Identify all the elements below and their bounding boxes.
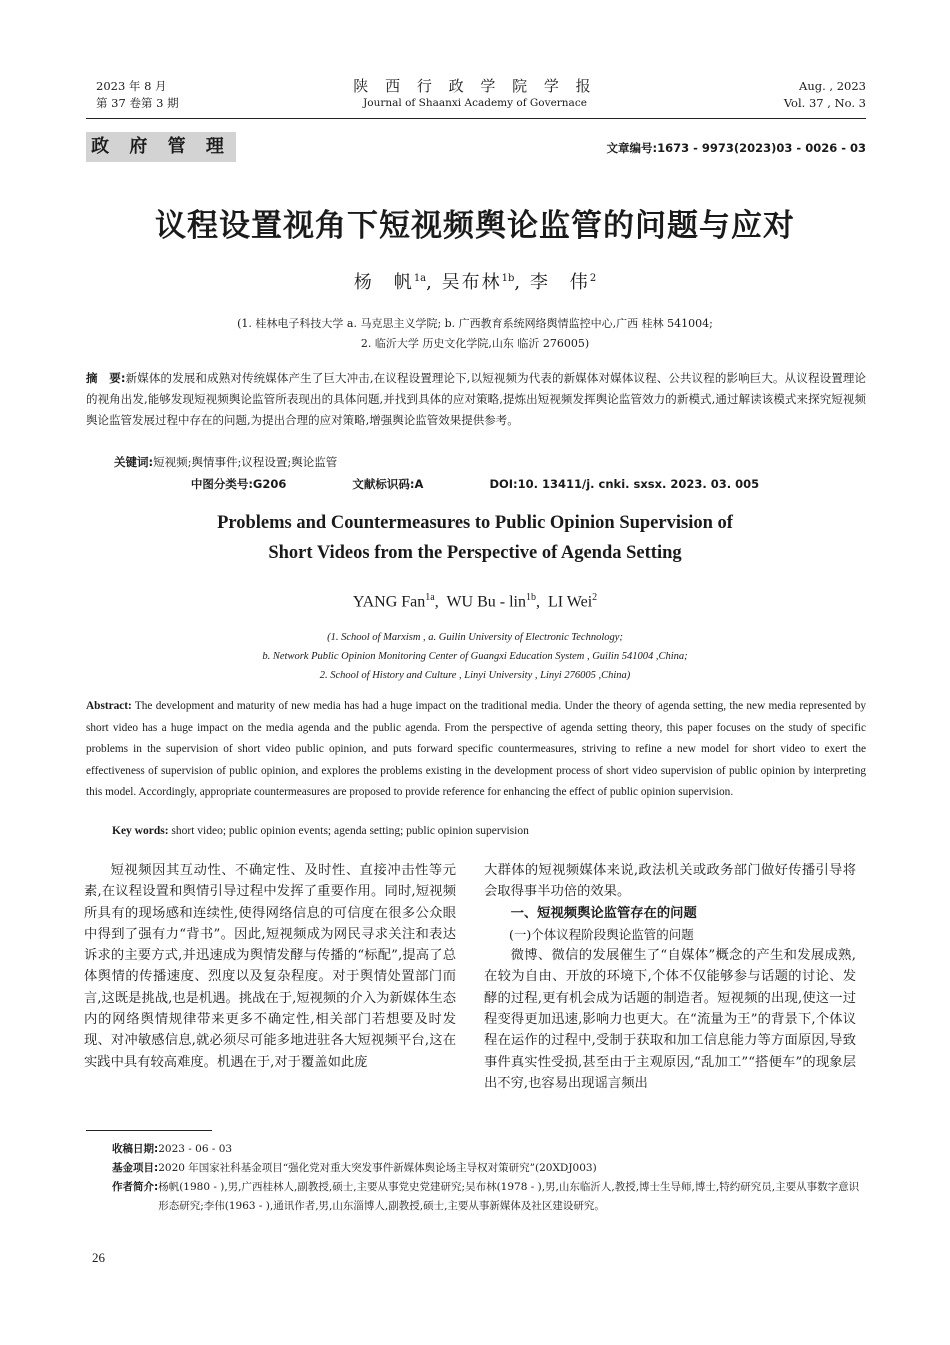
author-name-en: LI Wei: [547, 593, 593, 611]
author-affil-mark: 2: [589, 273, 597, 284]
footnote-text: 2023 - 06 - 03: [158, 1143, 233, 1155]
author-name-en: YANG Fan: [352, 593, 426, 611]
author-affil-mark: 1a: [425, 592, 435, 603]
header-volume-en: Vol. 37 , No. 3: [783, 96, 866, 110]
section-tag: 政 府 管 理: [86, 132, 236, 162]
author-affil-mark: 1a: [413, 273, 427, 284]
body-paragraph: 微博、微信的发展催生了“自媒体”概念的产生和发展成熟,在较为自由、开放的环境下,个体不仅能够参与话题的讨论、发酵的过程,更有机会成为话题的制造者。短视频的出现,使这一过程变得更加迅速,影响力也更大。在“流量为王”的背景下,个体议程在运作的过程中,受制于获取和加工信息能力等方面原因,导致事件真实性受损,甚至由于主观原因,“乱加工”“搭便车”的现象层出不穷,也容易出现谣言频出: [484, 948, 856, 1091]
affiliation-line-en: b. Network Public Opinion Monitoring Center of Guangxi Education System , Guilin 541004 ,China;: [262, 651, 688, 662]
footnote-label: 作者简介:: [112, 1181, 159, 1193]
abstract-en-text: The development and maturity of new media has had a huge impact on the traditional media. Under the theory of agenda setting, the new media represented by short video has a huge impact on the media agenda and the public agenda. From the perspective of agenda setting theory, this paper focuses on the study of specific problems in the supervision of short video public opinion, and puts forward specific countermeasures, striving to refine a new model for short video to exert the effectiveness of supervision of public opinion, and explores the problems existing in the development process of short video supervision of public opinion by interpreting this model. Accordingly, appropriate countermeasures are proposed to provide reference for enhancing the effect of public opinion supervision.: [86, 700, 866, 798]
abstract-cn: [86, 368, 866, 431]
header-divider: [86, 118, 866, 119]
footnotes: [112, 1140, 866, 1216]
footnote-text: 杨帆(1980 - ),男,广西桂林人,副教授,硕士,主要从事党史党建研究;吴布林(1978 - ),男,山东临沂人,教授,博士生导师,博士,特约研究员,主要从事数字意识形态研究;李伟(1963 - ),通讯作者,男,山东淄博人,副教授,硕士,主要从事新媒体及社区建设研究。: [158, 1181, 860, 1212]
authors-cn: 杨 帆$^{1a}$, 吴布林$^{1b}$, 李 伟$^2$: [353, 272, 597, 293]
page-number: 26: [92, 1250, 105, 1265]
footnote-divider: [86, 1130, 212, 1131]
author-affil-mark: 2: [592, 592, 598, 603]
body-column-right: [484, 860, 856, 1094]
header-right: [784, 78, 866, 112]
author-affil-mark: 1b: [525, 592, 536, 603]
title-en-line: Short Videos from the Perspective of Agenda Setting: [268, 543, 682, 563]
keywords-cn-label: 关键词:: [114, 455, 154, 469]
abstract-en: [86, 696, 866, 804]
article-number: 文章编号:1673 - 9973(2023)03 - 0026 - 03: [606, 141, 866, 155]
authors-en: YANG Fan$^{1a}$, WU Bu - lin$^{1b}$, LI Wei$^2$: [352, 592, 598, 611]
doi: DOI:10. 13411/j. cnki. sxsx. 2023. 03. 005: [489, 477, 760, 491]
footnote-funding: [112, 1159, 866, 1178]
footnote-label: 基金项目:: [112, 1162, 159, 1174]
article-title-en: [0, 508, 950, 568]
journal-title-en: Journal of Shaanxi Academy of Governace: [363, 97, 587, 109]
body-paragraph: 大群体的短视频媒体来说,政法机关或政务部门做好传播引导将会取得事半功倍的效果。: [484, 863, 856, 900]
abstract-cn-label: 摘 要:: [86, 371, 126, 385]
keywords-en-label: Key words:: [112, 825, 169, 837]
affiliations-cn: [0, 314, 950, 354]
author-affil-mark: 1b: [501, 273, 515, 284]
affiliation-line: (1. 桂林电子科技大学 a. 马克思主义学院; b. 广西教育系统网络舆情监控中心,广西 桂林 541004;: [237, 317, 713, 330]
author-name: 吴布林: [441, 272, 502, 293]
header-volume-cn: 第 37 卷第 3 期: [96, 96, 179, 110]
author-name: 杨 帆: [353, 272, 414, 293]
footnote-received: [112, 1140, 866, 1159]
body-column-left: [84, 860, 456, 1073]
article-title-cn: 议程设置视角下短视频舆论监管的问题与应对: [155, 208, 795, 244]
footnote-label: 收稿日期:: [112, 1143, 159, 1155]
keywords-cn-text: 短视频;舆情事件;议程设置;舆论监管: [153, 455, 338, 469]
affiliation-line: 2. 临沂大学 历史文化学院,山东 临沂 276005): [360, 337, 590, 350]
keywords-cn: [114, 454, 337, 470]
affiliation-line-en: (1. School of Marxism , a. Guilin University of Electronic Technology;: [327, 632, 623, 643]
title-en-line: Problems and Countermeasures to Public Opinion Supervision of: [217, 513, 733, 533]
abstract-cn-text: 新媒体的发展和成熟对传统媒体产生了巨大冲击,在议程设置理论下,以短视频为代表的新媒体对媒体议程、公共议程的影响巨大。从议程设置理论的视角出发,能够发现短视频舆论监管所表现出的具体问题,并找到具体的应对策略,提炼出短视频发挥舆论监管效力的新模式,通过解读该模式来探究短视频舆论监管发展过程中存在的问题,为提出合理的应对策略,增强舆论监管效果提供参考。: [86, 371, 866, 427]
footnote-text: 2020 年国家社科基金项目“强化党对重大突发事件新媒体舆论场主导权对策研究”(20XDJ003): [158, 1162, 597, 1174]
abstract-en-label: Abstract:: [86, 700, 132, 712]
author-name-en: WU Bu - lin: [446, 593, 526, 611]
footnote-authors: [112, 1178, 866, 1216]
classification-line: [0, 476, 950, 492]
affiliations-en: [0, 628, 950, 685]
affiliation-line-en: 2. School of History and Culture , Linyi University , Linyi 276005 ,China): [319, 670, 631, 681]
journal-title-cn: 陕 西 行 政 学 院 学 报: [353, 77, 597, 95]
keywords-en-text: short video; public opinion events; agenda setting; public opinion supervision: [171, 825, 529, 837]
subsection-heading: (一)个体议程阶段舆论监管的问题: [509, 926, 694, 942]
classification-code: 中图分类号:G206: [190, 477, 287, 491]
keywords-en: [112, 825, 529, 837]
header-date-en: Aug. , 2023: [799, 79, 866, 93]
document-code: 文献标识码:A: [352, 477, 424, 491]
header-date-cn: 2023 年 8 月: [96, 79, 167, 93]
body-paragraph: 短视频因其互动性、不确定性、及时性、直接冲击性等元素,在议程设置和舆情引导过程中发挥了重要作用。同时,短视频所具有的现场感和连续性,使得网络信息的可信度在很多公众眼中得到了强有力“背书”。因此,短视频成为网民寻求关注和表达诉求的主要方式,并迅速成为舆情发酵与传播的“标配”,提高了总体舆情的传播速度、烈度以及复杂程度。对于舆情处置部门而言,这既是挑战,也是机遇。挑战在于,短视频的介入为新媒体生态内的网络舆情规律带来更多不确定性,相关部门若想要及时发现、对冲敏感信息,就必须尽可能多地进驻各大短视频平台,这在实践中具有较高难度。机遇在于,对于覆盖如此庞: [84, 863, 456, 1070]
author-name: 李 伟: [529, 272, 590, 293]
section-heading: 一、短视频舆论监管存在的问题: [510, 905, 697, 921]
